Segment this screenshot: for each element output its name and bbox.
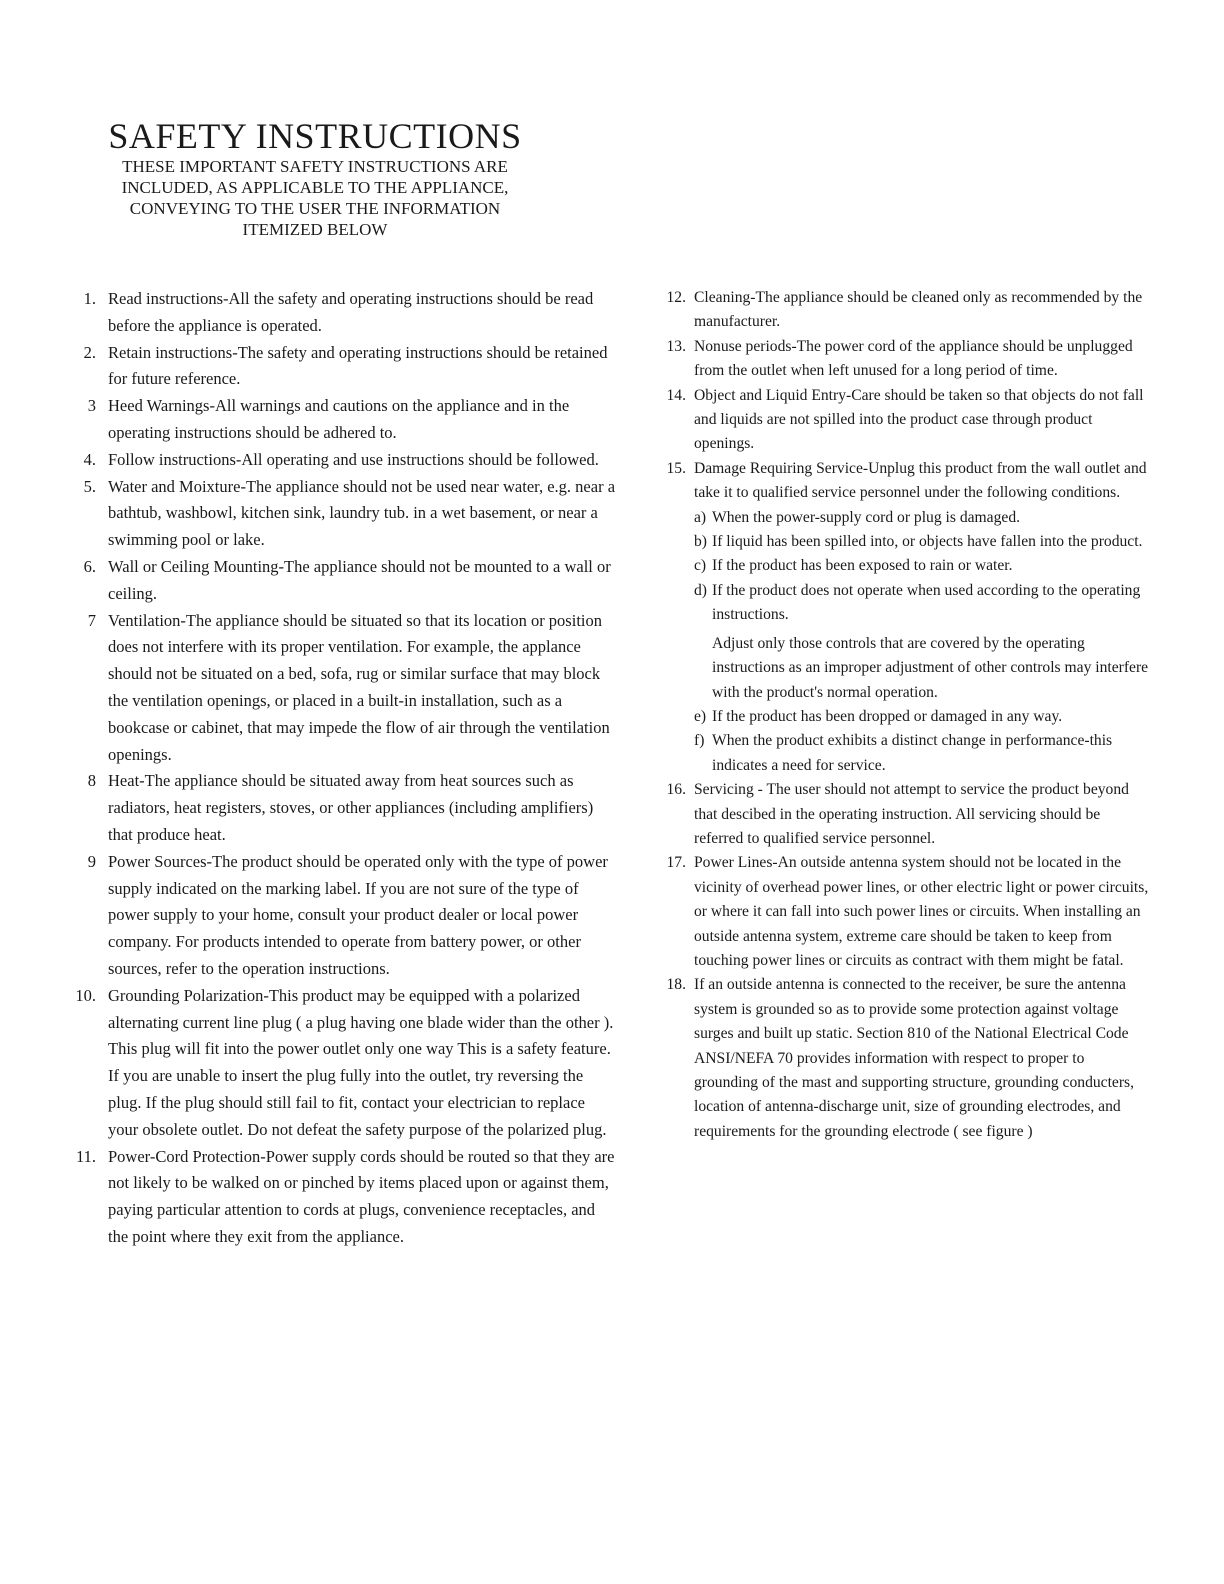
condition-item [694, 506, 1150, 530]
item-text: Read instructions-All the safety and operating instructions should be read before the appliance is operated. [108, 289, 594, 335]
item-text: Cleaning-The appliance should be cleaned only as recommended by the manufacturer. [694, 289, 1143, 331]
item-text: Heat-The appliance should be situated away from heat sources such as radiators, heat registers, stoves, or other appliances (including amplifiers) that produce heat. [108, 771, 594, 844]
item-text: Retain instructions-The safety and operating instructions should be retained for future reference. [108, 342, 608, 389]
list-item [72, 474, 617, 554]
list-item [72, 286, 617, 340]
condition-text: When the product exhibits a distinct change in performance-this indicates a need for service. [712, 732, 1113, 774]
list-item [660, 778, 1150, 851]
list-item [72, 393, 617, 447]
item-text: Nonuse periods-The power cord of the appliance should be unplugged from the outlet when left unused for a long period of time. [694, 337, 1133, 380]
condition-item [694, 530, 1150, 554]
item-text: Grounding Polarization-This product may be equipped with a polarized alternating current line plug ( a plug having one blade wider than the other ). This plug will fit into the power outlet only one way This is a safety feature. If you are unable to insert the plug fully into the outlet, try reversing the plug. If the plug should still fail to fit, contact your electrician to replace your obsolete outlet. Do not defeat the safety purpose of the polarized plug. [108, 985, 614, 1139]
list-item [72, 447, 617, 474]
list-item [72, 849, 617, 983]
item-text: Power Sources-The product should be operated only with the type of power supply indicated on the marking label. If you are not sure of the type of power supply to your home, consult your product dealer or local power company. For products intended to operate from battery power, or other sources, refer to the operation instructions. [108, 851, 608, 978]
list-item [72, 983, 617, 1144]
item-number: 11. [75, 1146, 96, 1166]
item-text: Water and Moixture-The appliance should not be used near water, e.g. near a bathtub, washbowl, kitchen sink, laundry tub. in a wet basement, or near a swimming pool or lake. [108, 476, 616, 550]
list-item [660, 335, 1150, 384]
item-text: Follow instructions-All operating and use instructions should be followed. [108, 449, 599, 469]
right-column [660, 286, 1150, 1144]
list-item [72, 554, 617, 608]
page-subtitle: THESE IMPORTANT SAFETY INSTRUCTIONS ARE INCLUDED, AS APPLICABLE TO THE APPLIANCE, CONVEYING TO THE USER THE INFORMATION ITEMIZED BELOW [121, 157, 509, 239]
item-number: 3 [87, 396, 96, 416]
item-number: 13. [666, 337, 686, 355]
item-number: 1. [83, 289, 96, 308]
item-body [694, 457, 1150, 778]
item-number: 4. [83, 449, 96, 469]
condition-item [694, 554, 1150, 578]
condition-item [694, 705, 1150, 729]
item-text: Power Lines-An outside antenna system should not be located in the vicinity of overhead power lines, or other electric light or power circuits, or where it can fall into such power lines or circuits. When installing an outside antenna system, extreme care should be taken to keep from touching power lines or circuits as contract with them might be fatal. [694, 854, 1149, 969]
item-number: 16. [666, 781, 686, 799]
item-number: 18. [666, 976, 686, 994]
list-item [660, 973, 1150, 1144]
condition-text: If the product has been exposed to rain or water. [712, 557, 1013, 575]
item-text: If an outside antenna is connected to the receiver, be sure the antenna system is grounded so as to provide some protection against voltage surges and built up static. Section 810 of the National Electrical Code ANSI/NEFA 70 provides information with respect to proper to grounding of the mast and supporting structure, grounding conducters, location of antenna-discharge unit, size of grounding electrodes, and requirements for the grounding electrode ( see figure ) [694, 976, 1135, 1140]
item-number: 7 [87, 610, 96, 630]
condition-letter: e) [694, 707, 707, 725]
condition-list [694, 506, 1150, 778]
item-number: 12. [666, 289, 686, 306]
item-text: Damage Requiring Service-Unplug this product from the wall outlet and take it to qualified service personnel under the following conditions. [694, 459, 1147, 502]
item-number: 10. [75, 985, 96, 1005]
item-number: 8 [87, 771, 96, 791]
list-item [72, 768, 617, 848]
item-text: Servicing - The user should not attempt to service the product beyond that descibed in the operating instruction. All servicing should be referred to qualified service personnel. [694, 781, 1129, 847]
condition-letter: b) [694, 533, 707, 551]
list-item [72, 608, 617, 769]
condition-item [694, 579, 1150, 628]
item-number: 9 [87, 851, 96, 871]
item-text: Heed Warnings-All warnings and cautions on the appliance and in the operating instructions should be adhered to. [108, 396, 570, 442]
condition-letter: f) [694, 732, 705, 750]
item-number: 14. [666, 386, 686, 404]
list-item [660, 286, 1150, 335]
list-item [660, 384, 1150, 457]
condition-item [694, 729, 1150, 778]
list-item [72, 1144, 617, 1251]
condition-letter: d) [694, 581, 707, 599]
list-item [72, 340, 617, 394]
item-number: 5. [83, 476, 96, 496]
page-title: SAFETY INSTRUCTIONS [108, 116, 522, 156]
left-column [72, 286, 617, 1251]
condition-note: Adjust only those controls that are covered by the operating instructions as an improper adjustment of other controls may interfere with the product's normal operation. [712, 634, 1149, 701]
item-number: 2. [83, 342, 96, 362]
condition-text: If the product has been dropped or damaged in any way. [712, 707, 1063, 725]
item-number: 6. [83, 556, 96, 576]
condition-letter: a) [694, 508, 707, 526]
item-text: Ventilation-The appliance should be situated so that its location or position does not interfere with its proper ventilation. For example, the applance should not be situated on a bed, sofa, rug or similar surface that may block the ventilation openings, or placed in a built-in installation, such as a bookcase or cabinet, that may impede the flow of air through the ventilation openings. [108, 610, 610, 764]
condition-text: If liquid has been spilled into, or objects have fallen into the product. [712, 533, 1143, 551]
condition-letter: c) [694, 557, 707, 575]
condition-text: When the power-supply cord or plug is damaged. [712, 508, 1021, 526]
item-text: Wall or Ceiling Mounting-The appliance should not be mounted to a wall or ceiling. [108, 556, 611, 603]
item-number: 17. [666, 854, 686, 872]
list-item [660, 457, 1150, 778]
condition-text: If the product does not operate when used according to the operating instructions. [712, 581, 1141, 624]
item-number: 15. [666, 459, 686, 477]
list-item [660, 851, 1150, 973]
document-header [70, 116, 560, 240]
item-text: Power-Cord Protection-Power supply cords should be routed so that they are not likely to be walked on or pinched by items placed upon or against them, paying particular attention to cords at plugs, convenience receptacles, and the point where they exit from the appliance. [108, 1146, 615, 1246]
item-text: Object and Liquid Entry-Care should be taken so that objects do not fall and liquids are not spilled into the product case through product openings. [694, 386, 1144, 453]
